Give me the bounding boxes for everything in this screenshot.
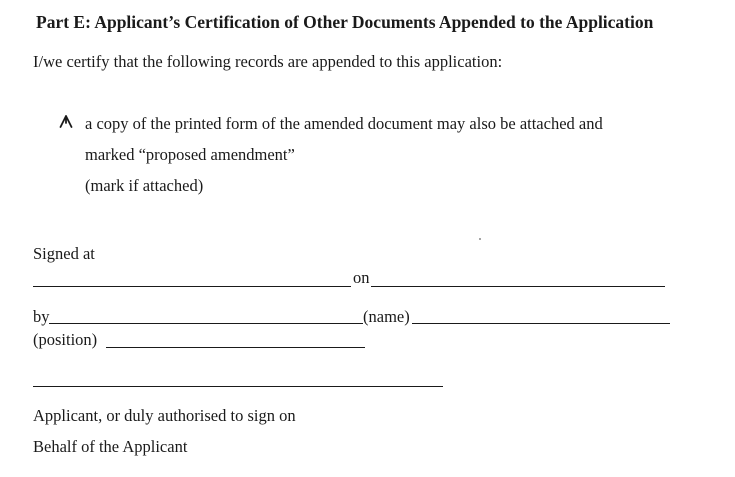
signature-caption-line-1: Applicant, or duly authorised to sign on <box>33 406 296 425</box>
caret-up-bullet-icon <box>58 115 74 129</box>
signatory-name-line[interactable] <box>412 323 670 324</box>
by-label: by <box>33 307 50 326</box>
applicant-signature-line[interactable] <box>33 386 443 387</box>
appended-item-line-1: a copy of the printed form of the amended document may also be attached and <box>85 114 603 133</box>
on-label: on <box>353 268 370 287</box>
name-label: (name) <box>363 307 410 326</box>
mark-if-attached-note: (mark if attached) <box>85 176 204 195</box>
signature-caption-line-2: Behalf of the Applicant <box>33 437 188 456</box>
scan-speck <box>479 238 481 240</box>
signed-at-place-line[interactable] <box>33 286 351 287</box>
signed-at-label: Signed at <box>33 244 95 263</box>
section-title: Part E: Applicant’s Certification of Other Documents Appended to the Application <box>36 12 654 32</box>
signatory-position-line[interactable] <box>106 347 365 348</box>
position-label: (position) <box>33 330 98 349</box>
signatory-by-line[interactable] <box>49 323 363 324</box>
certification-intro: I/we certify that the following records are appended to this application: <box>33 52 503 71</box>
appended-item-line-2: marked “proposed amendment” <box>85 145 295 164</box>
signed-on-date-line[interactable] <box>371 286 665 287</box>
